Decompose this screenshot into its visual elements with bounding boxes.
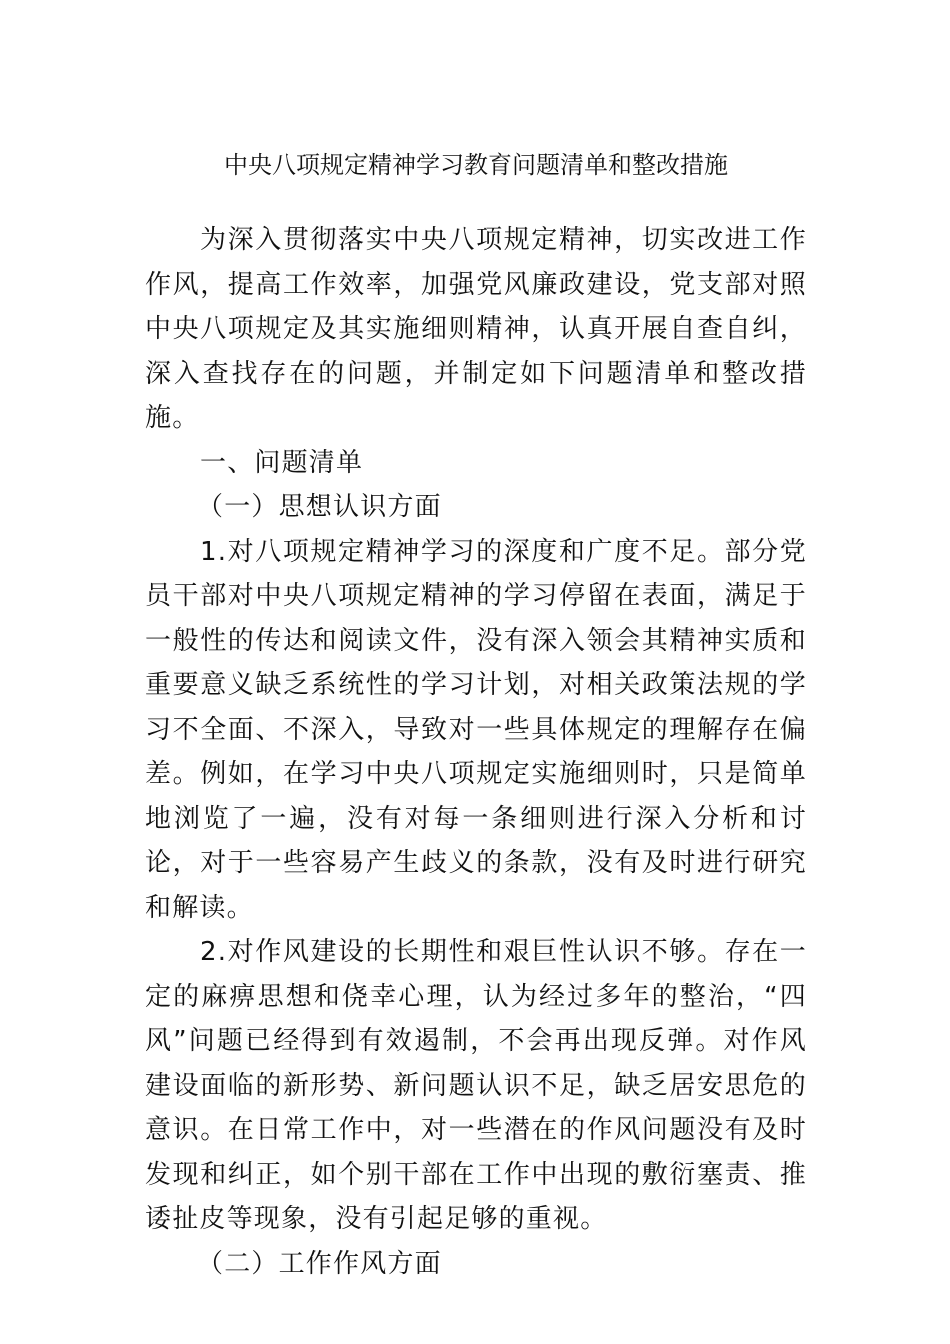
section-heading-problem-list: 一、问题清单 [200,447,364,478]
problem-item-1: 1.对八项规定精神学习的深度和广度不足。部分党员干部对中央八项规定精神的学习停留在表面，满足于一般性的传达和阅读文件，没有深入领会其精神实质和重要意义缺乏系统性的学习计划，对相关政策法规的学习不全面、不深入，导致对一些具体规定的理解存在偏差。例如，在学习中央八项规定实施细则时，只是简单地浏览了一遍，没有对每一条细则进行深入分析和讨论，对于一些容易产生歧义的条款，没有及时进行研究和解读。 [145,536,807,923]
subsection-heading-ideological: （一）思想认识方面 [197,492,442,522]
intro-paragraph: 为深入贯彻落实中央八项规定精神，切实改进工作作风，提高工作效率，加强党风廉政建设，党支部对照中央八项规定及其实施细则精神，认真开展自查自纠，深入查找存在的问题，并制定如下问题清单和整改措施。 [145,225,807,433]
subsection-heading-work-style: （二）工作作风方面 [197,1248,442,1279]
document-title: 中央八项规定精神学习教育问题清单和整改措施 [224,151,728,179]
document-page [145,145,807,1286]
problem-item-2: 2.对作风建设的长期性和艰巨性认识不够。存在一定的麻痹思想和侥幸心理，认为经过多年的整治，“四风”问题已经得到有效遏制，不会再出现反弹。对作风建设面临的新形势、新问题认识不足，缺乏居安思危的意识。在日常工作中，对一些潜在的作风问题没有及时发现和纠正，如个别干部在工作中出现的敷衍塞责、推诿扯皮等现象，没有引起足够的重视。 [145,937,807,1234]
